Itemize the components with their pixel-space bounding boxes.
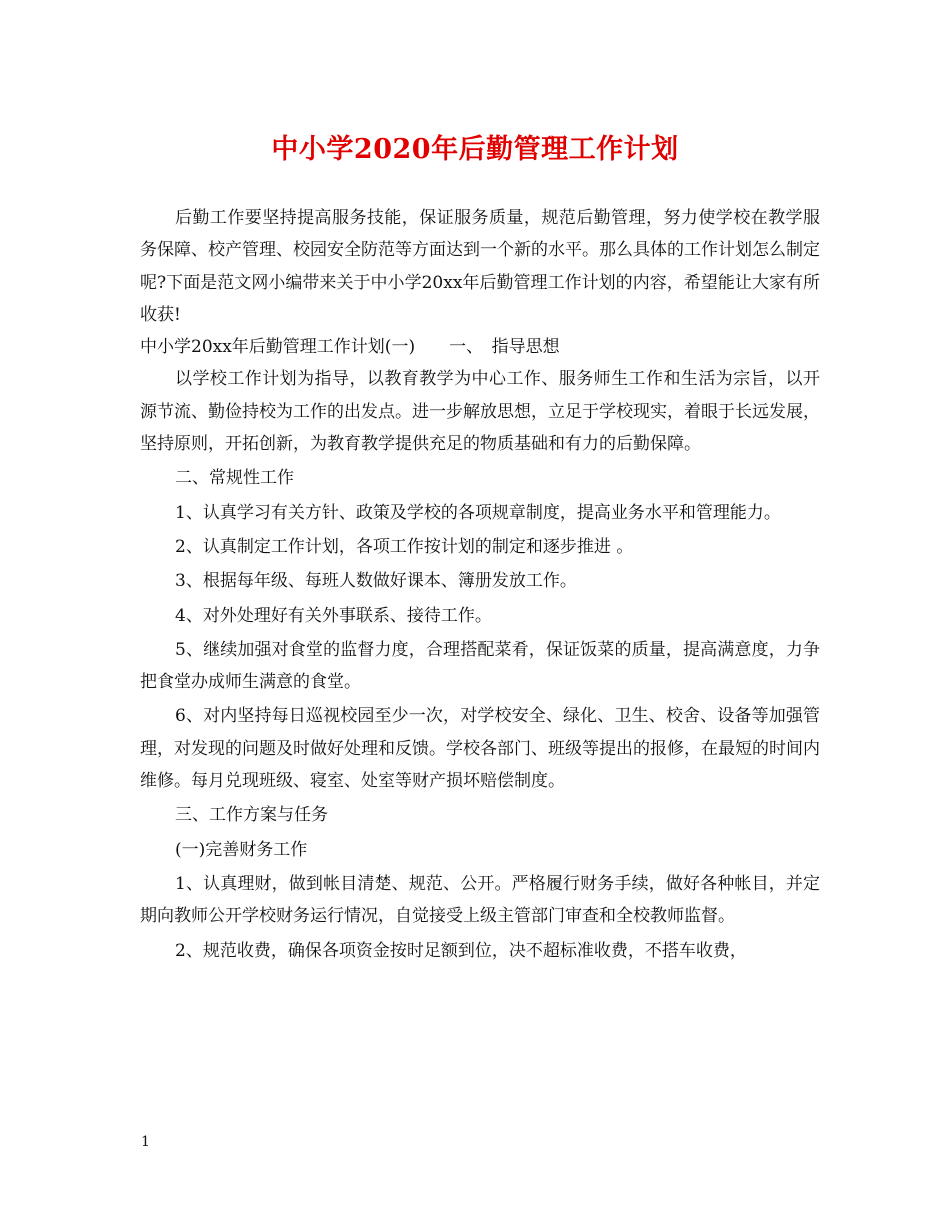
document-body: [140, 202, 820, 967]
section2-heading: 二、常规性工作: [175, 468, 294, 489]
section2-item: 6、对内坚持每日巡视校园至少一次，对学校安全、绿化、卫生、校舍、设备等加强管理，对发现的问题及时做好处理和反馈。学校各部门、班级等提出的报修，在最短的时间内维修。每月兑现班级、寝室、处室等财产损坏赔偿制度。: [140, 706, 820, 792]
guiding-paragraph: 以学校工作计划为指导，以教育教学为中心工作、服务师生工作和生活为宗旨，以开源节流、勤俭持校为工作的出发点。进一步解放思想，立足于学校现实，着眼于长远发展，坚持原则，开拓创新，为教育教学提供充足的物质基础和有力的后勤保障。: [140, 369, 820, 455]
section2-item: 4、对外处理好有关外事联系、接待工作。: [175, 605, 492, 626]
intro-paragraph: 后勤工作要坚持提高服务技能，保证服务质量，规范后勤管理，努力使学校在教学服务保障、校产管理、校园安全防范等方面达到一个新的水平。那么具体的工作计划怎么制定呢?下面是范文网小编带来关于中小学20xx年后勤管理工作计划的内容，希望能让大家有所收获!: [140, 208, 820, 325]
section3-subheading: (一)完善财务工作: [175, 839, 308, 860]
section3-item: 1、认真理财，做到帐目清楚、规范、公开。严格履行财务手续，做好各种帐目，并定期向教师公开学校财务运行情况，自觉接受上级主管部门审查和全校教师监督。: [140, 873, 820, 927]
section2-item: 5、继续加强对食堂的监督力度，合理搭配菜肴，保证饭菜的质量，提高满意度，力争把食堂办成师生满意的食堂。: [140, 639, 820, 693]
document-title: 中小学2020年后勤管理工作计划: [271, 134, 679, 165]
plan-subtitle-line: 中小学20xx年后勤管理工作计划(一) 一、 指导思想: [140, 337, 560, 358]
section2-item: 2、认真制定工作计划，各项工作按计划的制定和逐步推进 。: [175, 536, 634, 557]
page-number: 1: [141, 1134, 150, 1150]
section3-item: 2、规范收费，确保各项资金按时足额到位，决不超标准收费，不搭车收费，: [175, 940, 747, 961]
section3-heading: 三、工作方案与任务: [175, 805, 328, 826]
section2-item: 3、根据每年级、每班人数做好课本、簿册发放工作。: [175, 571, 577, 592]
section2-item: 1、认真学习有关方针、政策及学校的各项规章制度，提高业务水平和管理能力。: [175, 502, 781, 523]
